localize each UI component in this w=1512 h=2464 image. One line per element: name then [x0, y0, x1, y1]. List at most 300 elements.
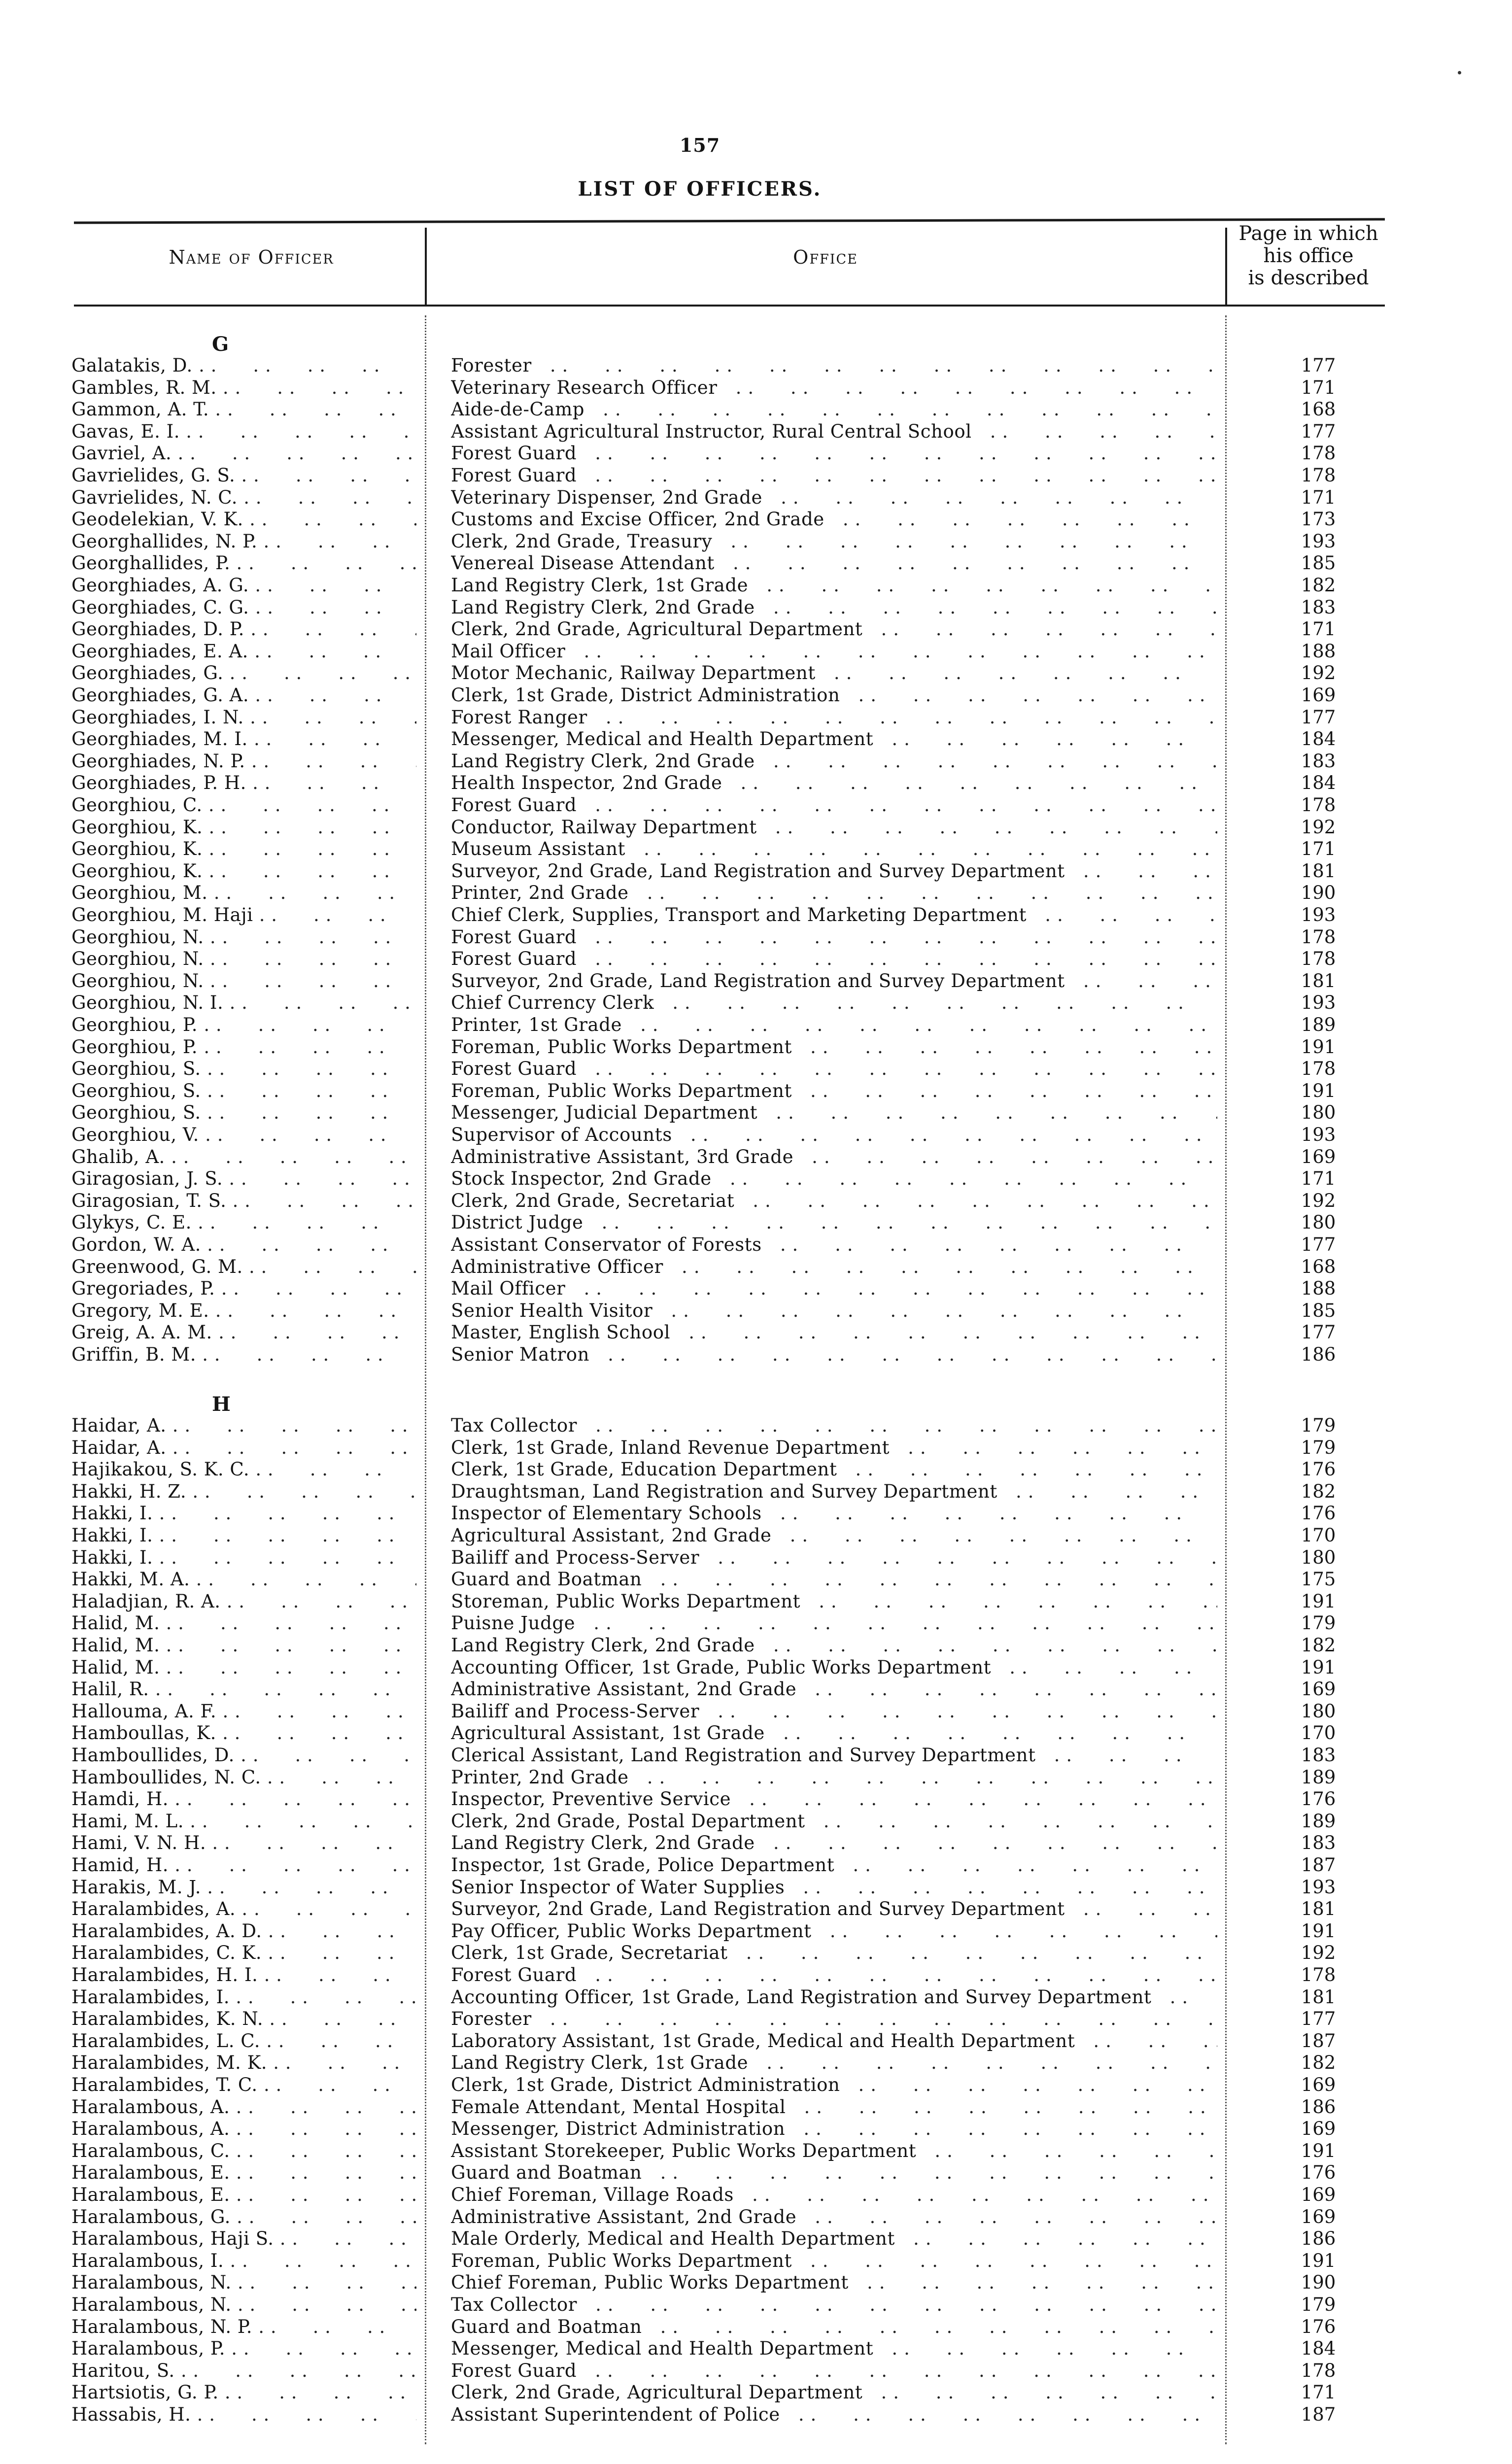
officer-office: Guard and Boatman . .: [451, 2316, 1217, 2338]
officer-name: Galatakis, D. . .: [71, 355, 416, 376]
officer-name: Haralambous, E. . .: [71, 2184, 416, 2206]
officer-name: Georghallides, N. P. . .: [71, 531, 416, 552]
office-page-number: 177: [1301, 706, 1336, 728]
officer-office: Mail Officer . .: [451, 1278, 1217, 1300]
office-page-number: 191: [1301, 1920, 1336, 1942]
office-page-number: 178: [1301, 1964, 1336, 1985]
table-row: [0, 707, 1512, 729]
office-page-number: 173: [1301, 509, 1336, 530]
office-page-number: 171: [1301, 838, 1336, 860]
table-row: [0, 1657, 1512, 1679]
officer-name: Haralambides, L. C. . .: [71, 2030, 416, 2052]
table-row: [0, 1898, 1512, 1920]
table-row: [0, 1986, 1512, 2009]
officer-office: Inspector, Preventive Service . .: [451, 1788, 1217, 1810]
office-page-number: 184: [1301, 772, 1336, 794]
officer-office: Clerk, 2nd Grade, Secretariat . .: [451, 1190, 1217, 1212]
table-row: [0, 948, 1512, 970]
office-page-number: 187: [1301, 2030, 1336, 2052]
officer-office: Bailiff and Process-Server . .: [451, 1701, 1217, 1722]
officer-office: Land Registry Clerk, 2nd Grade . .: [451, 597, 1217, 618]
officer-name: Halid, M. . .: [71, 1657, 416, 1678]
office-page-number: 177: [1301, 355, 1336, 376]
officer-name: Haralambides, M. K. . .: [71, 2052, 416, 2074]
officer-name: Georghiou, K. . .: [71, 838, 416, 860]
officer-name: Georghiou, K. . .: [71, 817, 416, 838]
office-page-number: 189: [1301, 1014, 1336, 1035]
office-page-number: 193: [1301, 530, 1336, 552]
officer-office: Forest Guard . .: [451, 465, 1217, 486]
officer-office: Administrative Assistant, 2nd Grade . .: [451, 2206, 1217, 2228]
officer-name: Georghiades, I. N. . .: [71, 707, 416, 728]
office-page-number: 169: [1301, 2206, 1336, 2227]
table-row: [0, 509, 1512, 531]
office-page-number: 182: [1301, 575, 1336, 596]
office-page-number: 191: [1301, 1036, 1336, 1058]
officer-name: Georghiou, N. . .: [71, 926, 416, 948]
office-page-number: 192: [1301, 662, 1336, 684]
table-row: [0, 1635, 1512, 1657]
officer-office: Pay Officer, Public Works Department . .: [451, 1920, 1217, 1942]
header-page-line-2: his office: [1263, 244, 1354, 267]
officer-office: Tax Collector . .: [451, 1415, 1217, 1437]
table-row: [0, 575, 1512, 597]
header-office: Office: [793, 246, 858, 268]
office-page-number: 191: [1301, 2250, 1336, 2271]
office-page-number: 178: [1301, 926, 1336, 948]
officer-office: Surveyor, 2nd Grade, Land Registration and Survey Department . .: [451, 1898, 1217, 1920]
officer-name: Halid, M. . .: [71, 1612, 416, 1634]
office-page-number: 178: [1301, 465, 1336, 486]
officer-office: Tax Collector . .: [451, 2294, 1217, 2316]
officer-office: Clerk, 2nd Grade, Postal Department . .: [451, 1811, 1217, 1832]
page-number: 157: [679, 134, 721, 156]
officer-name: Haralambous, G. . .: [71, 2206, 416, 2228]
officer-name: Hakki, H. Z. . .: [71, 1481, 416, 1503]
officer-name: Geodelekian, V. K. . .: [71, 509, 416, 530]
office-page-number: 178: [1301, 948, 1336, 970]
officer-office: Chief Foreman, Public Works Department . .: [451, 2272, 1217, 2293]
office-page-number: 191: [1301, 1080, 1336, 1101]
office-page-number: 183: [1301, 750, 1336, 772]
officer-name: Haralambides, C. K. . .: [71, 1942, 416, 1964]
table-row: [0, 1525, 1512, 1547]
officer-office: Aide-de-Camp . .: [451, 399, 1217, 420]
table-row: [0, 552, 1512, 575]
officer-office: Clerk, 1st Grade, District Administration . .: [451, 684, 1217, 706]
officer-name: Haralambides, A. D. . .: [71, 1920, 416, 1942]
officer-name: Georghiades, M. I. . .: [71, 728, 416, 750]
officer-name: Gambles, R. M. . .: [71, 377, 416, 399]
table-row: [0, 2206, 1512, 2228]
officer-office: Senior Health Visitor . .: [451, 1300, 1217, 1322]
table-row: [0, 1678, 1512, 1701]
officer-office: Printer, 2nd Grade . .: [451, 1767, 1217, 1788]
office-page-number: 169: [1301, 1678, 1336, 1700]
table-row: [0, 1014, 1512, 1036]
table-row: [0, 1168, 1512, 1190]
table-row: [0, 1767, 1512, 1789]
officer-name: Haralambides, H. I. . .: [71, 1964, 416, 1986]
office-page-number: 181: [1301, 970, 1336, 992]
officer-name: Gavrielides, N. C. . .: [71, 487, 416, 509]
office-page-number: 179: [1301, 1612, 1336, 1634]
office-page-number: 177: [1301, 2008, 1336, 2030]
office-page-number: 171: [1301, 1168, 1336, 1190]
table-row: [0, 597, 1512, 619]
officer-office: Forest Guard . .: [451, 2360, 1217, 2382]
officer-office: Accounting Officer, 1st Grade, Land Registration and Survey Department . .: [451, 1986, 1217, 2008]
officer-name: Gregoriades, P. . .: [71, 1278, 416, 1300]
table-row: [0, 2360, 1512, 2382]
officer-office: Veterinary Research Officer . .: [451, 377, 1217, 399]
table-row: [0, 2184, 1512, 2206]
office-page-number: 177: [1301, 1322, 1336, 1343]
officer-office: Customs and Excise Officer, 2nd Grade . .: [451, 509, 1217, 530]
officer-name: Haralambous, A. . .: [71, 2096, 416, 2118]
table-row: [0, 684, 1512, 707]
table-row: [0, 1745, 1512, 1767]
office-page-number: 176: [1301, 2316, 1336, 2337]
office-page-number: 171: [1301, 376, 1336, 398]
officer-name: Ghalib, A. . .: [71, 1146, 416, 1168]
officer-office: Land Registry Clerk, 2nd Grade . .: [451, 1635, 1217, 1656]
officer-office: Messenger, District Administration . .: [451, 2118, 1217, 2140]
table-row: [0, 2074, 1512, 2096]
officer-office: Venereal Disease Attendant . .: [451, 552, 1217, 574]
officer-name: Gregory, M. E. . .: [71, 1300, 416, 1322]
officer-name: Georghiades, E. A. . .: [71, 641, 416, 662]
table-row: [0, 2030, 1512, 2053]
officer-office: Mail Officer . .: [451, 641, 1217, 662]
officer-name: Haralambides, I. . .: [71, 1986, 416, 2008]
officer-office: Clerk, 1st Grade, Secretariat . .: [451, 1942, 1217, 1964]
table-row: [0, 443, 1512, 465]
officer-office: Administrative Assistant, 2nd Grade . .: [451, 1678, 1217, 1700]
office-page-number: 170: [1301, 1722, 1336, 1744]
office-page-number: 169: [1301, 2074, 1336, 2095]
officer-name: Hakki, I. . .: [71, 1547, 416, 1569]
officer-office: Messenger, Judicial Department . .: [451, 1102, 1217, 1124]
office-page-number: 191: [1301, 1590, 1336, 1612]
table-row: [0, 2052, 1512, 2074]
table-row: [0, 531, 1512, 553]
office-page-number: 192: [1301, 1190, 1336, 1211]
table-row: [0, 2382, 1512, 2404]
officer-office: Foreman, Public Works Department . .: [451, 2250, 1217, 2272]
table-row: [0, 377, 1512, 399]
table-row: [0, 1437, 1512, 1459]
table-row: [0, 1788, 1512, 1811]
office-page-number: 187: [1301, 1854, 1336, 1876]
officer-office: Female Attendant, Mental Hospital . .: [451, 2096, 1217, 2118]
table-row: [0, 1080, 1512, 1102]
officer-office: Surveyor, 2nd Grade, Land Registration and Survey Department . .: [451, 970, 1217, 992]
officer-office: Chief Currency Clerk . .: [451, 992, 1217, 1014]
office-page-number: 169: [1301, 684, 1336, 706]
table-row: [0, 1278, 1512, 1300]
officer-office: Assistant Storekeeper, Public Works Department . .: [451, 2140, 1217, 2162]
office-page-number: 186: [1301, 2228, 1336, 2250]
officer-office: Motor Mechanic, Railway Department . .: [451, 662, 1217, 684]
officer-office: Agricultural Assistant, 2nd Grade . .: [451, 1525, 1217, 1546]
table-row: [0, 1459, 1512, 1481]
officer-office: Forest Guard . .: [451, 443, 1217, 464]
office-page-number: 181: [1301, 860, 1336, 882]
section-letter-g: G: [212, 333, 229, 356]
section-letter-h: H: [212, 1393, 231, 1416]
office-page-number: 191: [1301, 2140, 1336, 2161]
table-row: [0, 399, 1512, 421]
officer-office: Puisne Judge . .: [451, 1612, 1217, 1634]
office-page-number: 183: [1301, 1832, 1336, 1854]
table-row: [0, 1058, 1512, 1080]
table-row: [0, 970, 1512, 992]
office-page-number: 186: [1301, 1344, 1336, 1365]
office-page-number: 175: [1301, 1569, 1336, 1590]
table-row: [0, 421, 1512, 443]
officer-office: Land Registry Clerk, 1st Grade . .: [451, 575, 1217, 596]
officer-office: Forester . .: [451, 2008, 1217, 2030]
officer-name: Harakis, M. J. . .: [71, 1877, 416, 1898]
office-page-number: 176: [1301, 1503, 1336, 1524]
officer-office: Administrative Officer . .: [451, 1256, 1217, 1278]
officer-name: Georghallides, P. . .: [71, 552, 416, 574]
officer-office: Land Registry Clerk, 1st Grade . .: [451, 2052, 1217, 2074]
table-row: [0, 2250, 1512, 2272]
officer-name: Greig, A. A. M. . .: [71, 1322, 416, 1343]
officer-name: Glykys, C. E. . .: [71, 1212, 416, 1233]
table-row: [0, 817, 1512, 839]
table-row: [0, 1569, 1512, 1591]
office-page-number: 191: [1301, 1656, 1336, 1678]
officer-office: Conductor, Railway Department . .: [451, 817, 1217, 838]
table-row: [0, 2008, 1512, 2030]
officer-name: Haralambous, Haji S. . .: [71, 2228, 416, 2250]
table-row: [0, 794, 1512, 817]
office-page-number: 169: [1301, 2118, 1336, 2140]
officer-office: Accounting Officer, 1st Grade, Public Works Department . .: [451, 1657, 1217, 1678]
officer-office: Foreman, Public Works Department . .: [451, 1080, 1217, 1102]
office-page-number: 181: [1301, 1898, 1336, 1920]
office-page-number: 189: [1301, 1810, 1336, 1832]
office-page-number: 183: [1301, 596, 1336, 618]
table-row: [0, 1547, 1512, 1569]
office-page-number: 193: [1301, 1876, 1336, 1898]
officer-name: Gordon, W. A. . .: [71, 1234, 416, 1256]
office-page-number: 177: [1301, 1234, 1336, 1255]
table-row: [0, 2316, 1512, 2338]
officer-office: Forest Ranger . .: [451, 707, 1217, 728]
officer-name: Haidar, A. . .: [71, 1437, 416, 1459]
officer-name: Georghiades, G. A. . .: [71, 684, 416, 706]
table-row: [0, 1322, 1512, 1344]
officer-office: Forest Guard . .: [451, 948, 1217, 970]
officer-office: Clerk, 1st Grade, Education Department . .: [451, 1459, 1217, 1480]
officer-name: Halid, M. . .: [71, 1635, 416, 1656]
officer-name: Hami, V. N. H. . .: [71, 1832, 416, 1854]
header-rule: [74, 305, 1385, 307]
officer-name: Georghiou, V. . .: [71, 1124, 416, 1146]
office-page-number: 184: [1301, 728, 1336, 750]
office-page-number: 188: [1301, 1278, 1336, 1300]
officer-office: Clerk, 1st Grade, District Administration . .: [451, 2074, 1217, 2096]
office-page-number: 180: [1301, 1102, 1336, 1124]
officer-name: Hakki, I. . .: [71, 1503, 416, 1524]
table-row: [0, 2272, 1512, 2294]
officer-office: Laboratory Assistant, 1st Grade, Medical and Health Department . .: [451, 2030, 1217, 2052]
office-page-number: 169: [1301, 1146, 1336, 1167]
office-page-number: 176: [1301, 1788, 1336, 1810]
officer-name: Georghiou, N. I. . .: [71, 992, 416, 1014]
officer-office: Forest Guard . .: [451, 794, 1217, 816]
table-row: [0, 1146, 1512, 1168]
office-page-number: 168: [1301, 1256, 1336, 1277]
office-page-number: 180: [1301, 1700, 1336, 1722]
office-page-number: 190: [1301, 2272, 1336, 2293]
officer-office: Guard and Boatman . .: [451, 1569, 1217, 1590]
officer-name: Gavrielides, G. S. . .: [71, 465, 416, 486]
table-row: [0, 1190, 1512, 1212]
officer-name: Hajikakou, S. K. C. . .: [71, 1459, 416, 1480]
table-row: [0, 2294, 1512, 2316]
officer-name: Hamid, H. . .: [71, 1854, 416, 1876]
office-page-number: 185: [1301, 1300, 1336, 1321]
office-page-number: 170: [1301, 1525, 1336, 1546]
officer-office: Administrative Assistant, 3rd Grade . .: [451, 1146, 1217, 1168]
officer-name: Georghiou, S. . .: [71, 1080, 416, 1102]
officer-office: Museum Assistant . .: [451, 838, 1217, 860]
column-divider-1: [425, 228, 427, 307]
table-row: [0, 1036, 1512, 1059]
header-page-line-3: is described: [1248, 267, 1369, 289]
officer-name: Haidar, A. . .: [71, 1415, 416, 1437]
officer-name: Haralambous, N. P. . .: [71, 2316, 416, 2338]
officer-name: Haralambous, E. . .: [71, 2162, 416, 2184]
officer-name: Hamboullides, N. C. . .: [71, 1767, 416, 1788]
officer-name: Greenwood, G. M. . .: [71, 1256, 416, 1278]
office-page-number: 185: [1301, 552, 1336, 574]
officer-name: Georghiou, S. . .: [71, 1058, 416, 1080]
table-row: [0, 641, 1512, 663]
office-page-number: 193: [1301, 992, 1336, 1014]
office-page-number: 187: [1301, 2404, 1336, 2425]
table-row: [0, 1415, 1512, 1437]
office-page-number: 193: [1301, 1124, 1336, 1145]
table-row: [0, 2228, 1512, 2250]
table-row: [0, 2140, 1512, 2162]
table-row: [0, 1503, 1512, 1525]
office-page-number: 179: [1301, 1437, 1336, 1458]
table-row: [0, 355, 1512, 377]
table-row: [0, 751, 1512, 773]
officer-name: Haralambous, N. . .: [71, 2294, 416, 2316]
officer-office: Stock Inspector, 2nd Grade . .: [451, 1168, 1217, 1190]
officer-name: Haralambous, I. . .: [71, 2250, 416, 2272]
officer-name: Haritou, S. . .: [71, 2360, 416, 2382]
officer-name: Gammon, A. T. . .: [71, 399, 416, 420]
officer-name: Gavas, E. I. . .: [71, 421, 416, 443]
officer-name: Georghiades, A. G. . .: [71, 575, 416, 596]
officer-name: Haralambous, C. . .: [71, 2140, 416, 2162]
officer-name: Georghiou, N. . .: [71, 970, 416, 992]
officer-office: Storeman, Public Works Department . .: [451, 1591, 1217, 1612]
officer-name: Georghiades, C. G. . .: [71, 597, 416, 618]
officer-office: Printer, 2nd Grade . .: [451, 882, 1217, 904]
officer-name: Georghiou, M. Haji . .: [71, 904, 416, 926]
office-page-number: 168: [1301, 399, 1336, 420]
office-page-number: 178: [1301, 2360, 1336, 2381]
table-row: [0, 772, 1512, 794]
table-row: [0, 1124, 1512, 1146]
table-row: [0, 1877, 1512, 1899]
officer-name: Georghiou, N. . .: [71, 948, 416, 970]
officer-name: Georghiou, K. . .: [71, 860, 416, 882]
officer-name: Georghiou, P. . .: [71, 1014, 416, 1036]
officer-name: Hamdi, H. . .: [71, 1788, 416, 1810]
office-page-number: 184: [1301, 2338, 1336, 2360]
office-page-number: 183: [1301, 1745, 1336, 1766]
table-row: [0, 728, 1512, 751]
officer-name: Hamboullas, K. . .: [71, 1722, 416, 1744]
officer-office: Forester . .: [451, 355, 1217, 376]
office-page-number: 180: [1301, 1212, 1336, 1233]
office-page-number: 171: [1301, 486, 1336, 508]
officer-office: Foreman, Public Works Department . .: [451, 1036, 1217, 1058]
table-row: [0, 1811, 1512, 1833]
table-row: [0, 1234, 1512, 1256]
officer-office: Senior Matron . .: [451, 1344, 1217, 1366]
column-divider-2: [1225, 228, 1227, 307]
officer-name: Haralambous, P. . .: [71, 2338, 416, 2360]
office-page-number: 182: [1301, 1635, 1336, 1656]
office-page-number: 193: [1301, 904, 1336, 925]
office-page-number: 182: [1301, 1480, 1336, 1502]
officer-office: Clerk, 2nd Grade, Treasury . .: [451, 531, 1217, 552]
officer-office: Assistant Superintendent of Police . .: [451, 2404, 1217, 2426]
officer-name: Haralambides, T. C. . .: [71, 2074, 416, 2096]
header-name-of-officer: Name of Officer: [169, 246, 334, 268]
table-row: [0, 860, 1512, 883]
table-row: [0, 487, 1512, 509]
officer-office: Bailiff and Process-Server . .: [451, 1547, 1217, 1569]
table-row: [0, 1102, 1512, 1124]
office-page-number: 171: [1301, 2382, 1336, 2403]
officer-office: Messenger, Medical and Health Department . .: [451, 2338, 1217, 2360]
office-page-number: 192: [1301, 1942, 1336, 1964]
office-page-number: 179: [1301, 1415, 1336, 1436]
officer-office: Forest Guard . .: [451, 1058, 1217, 1080]
officer-office: Clerical Assistant, Land Registration and Survey Department . .: [451, 1745, 1217, 1766]
office-page-number: 178: [1301, 443, 1336, 464]
officer-name: Halil, R. . .: [71, 1678, 416, 1700]
table-row: [0, 992, 1512, 1014]
officer-office: Clerk, 2nd Grade, Agricultural Department . .: [451, 2382, 1217, 2403]
table-row: [0, 1612, 1512, 1635]
officer-office: Assistant Conservator of Forests . .: [451, 1234, 1217, 1256]
officer-office: Guard and Boatman . .: [451, 2162, 1217, 2184]
office-page-number: 176: [1301, 2162, 1336, 2184]
officer-name: Hamboullides, D. . .: [71, 1745, 416, 1766]
table-row: [0, 904, 1512, 926]
officer-office: Agricultural Assistant, 1st Grade . .: [451, 1722, 1217, 1744]
office-page-number: 179: [1301, 2294, 1336, 2315]
officer-office: Supervisor of Accounts . .: [451, 1124, 1217, 1146]
officer-office: Land Registry Clerk, 2nd Grade . .: [451, 751, 1217, 772]
officer-name: Hassabis, H. . .: [71, 2404, 416, 2426]
table-row: [0, 1701, 1512, 1723]
office-page-number: 180: [1301, 1546, 1336, 1568]
